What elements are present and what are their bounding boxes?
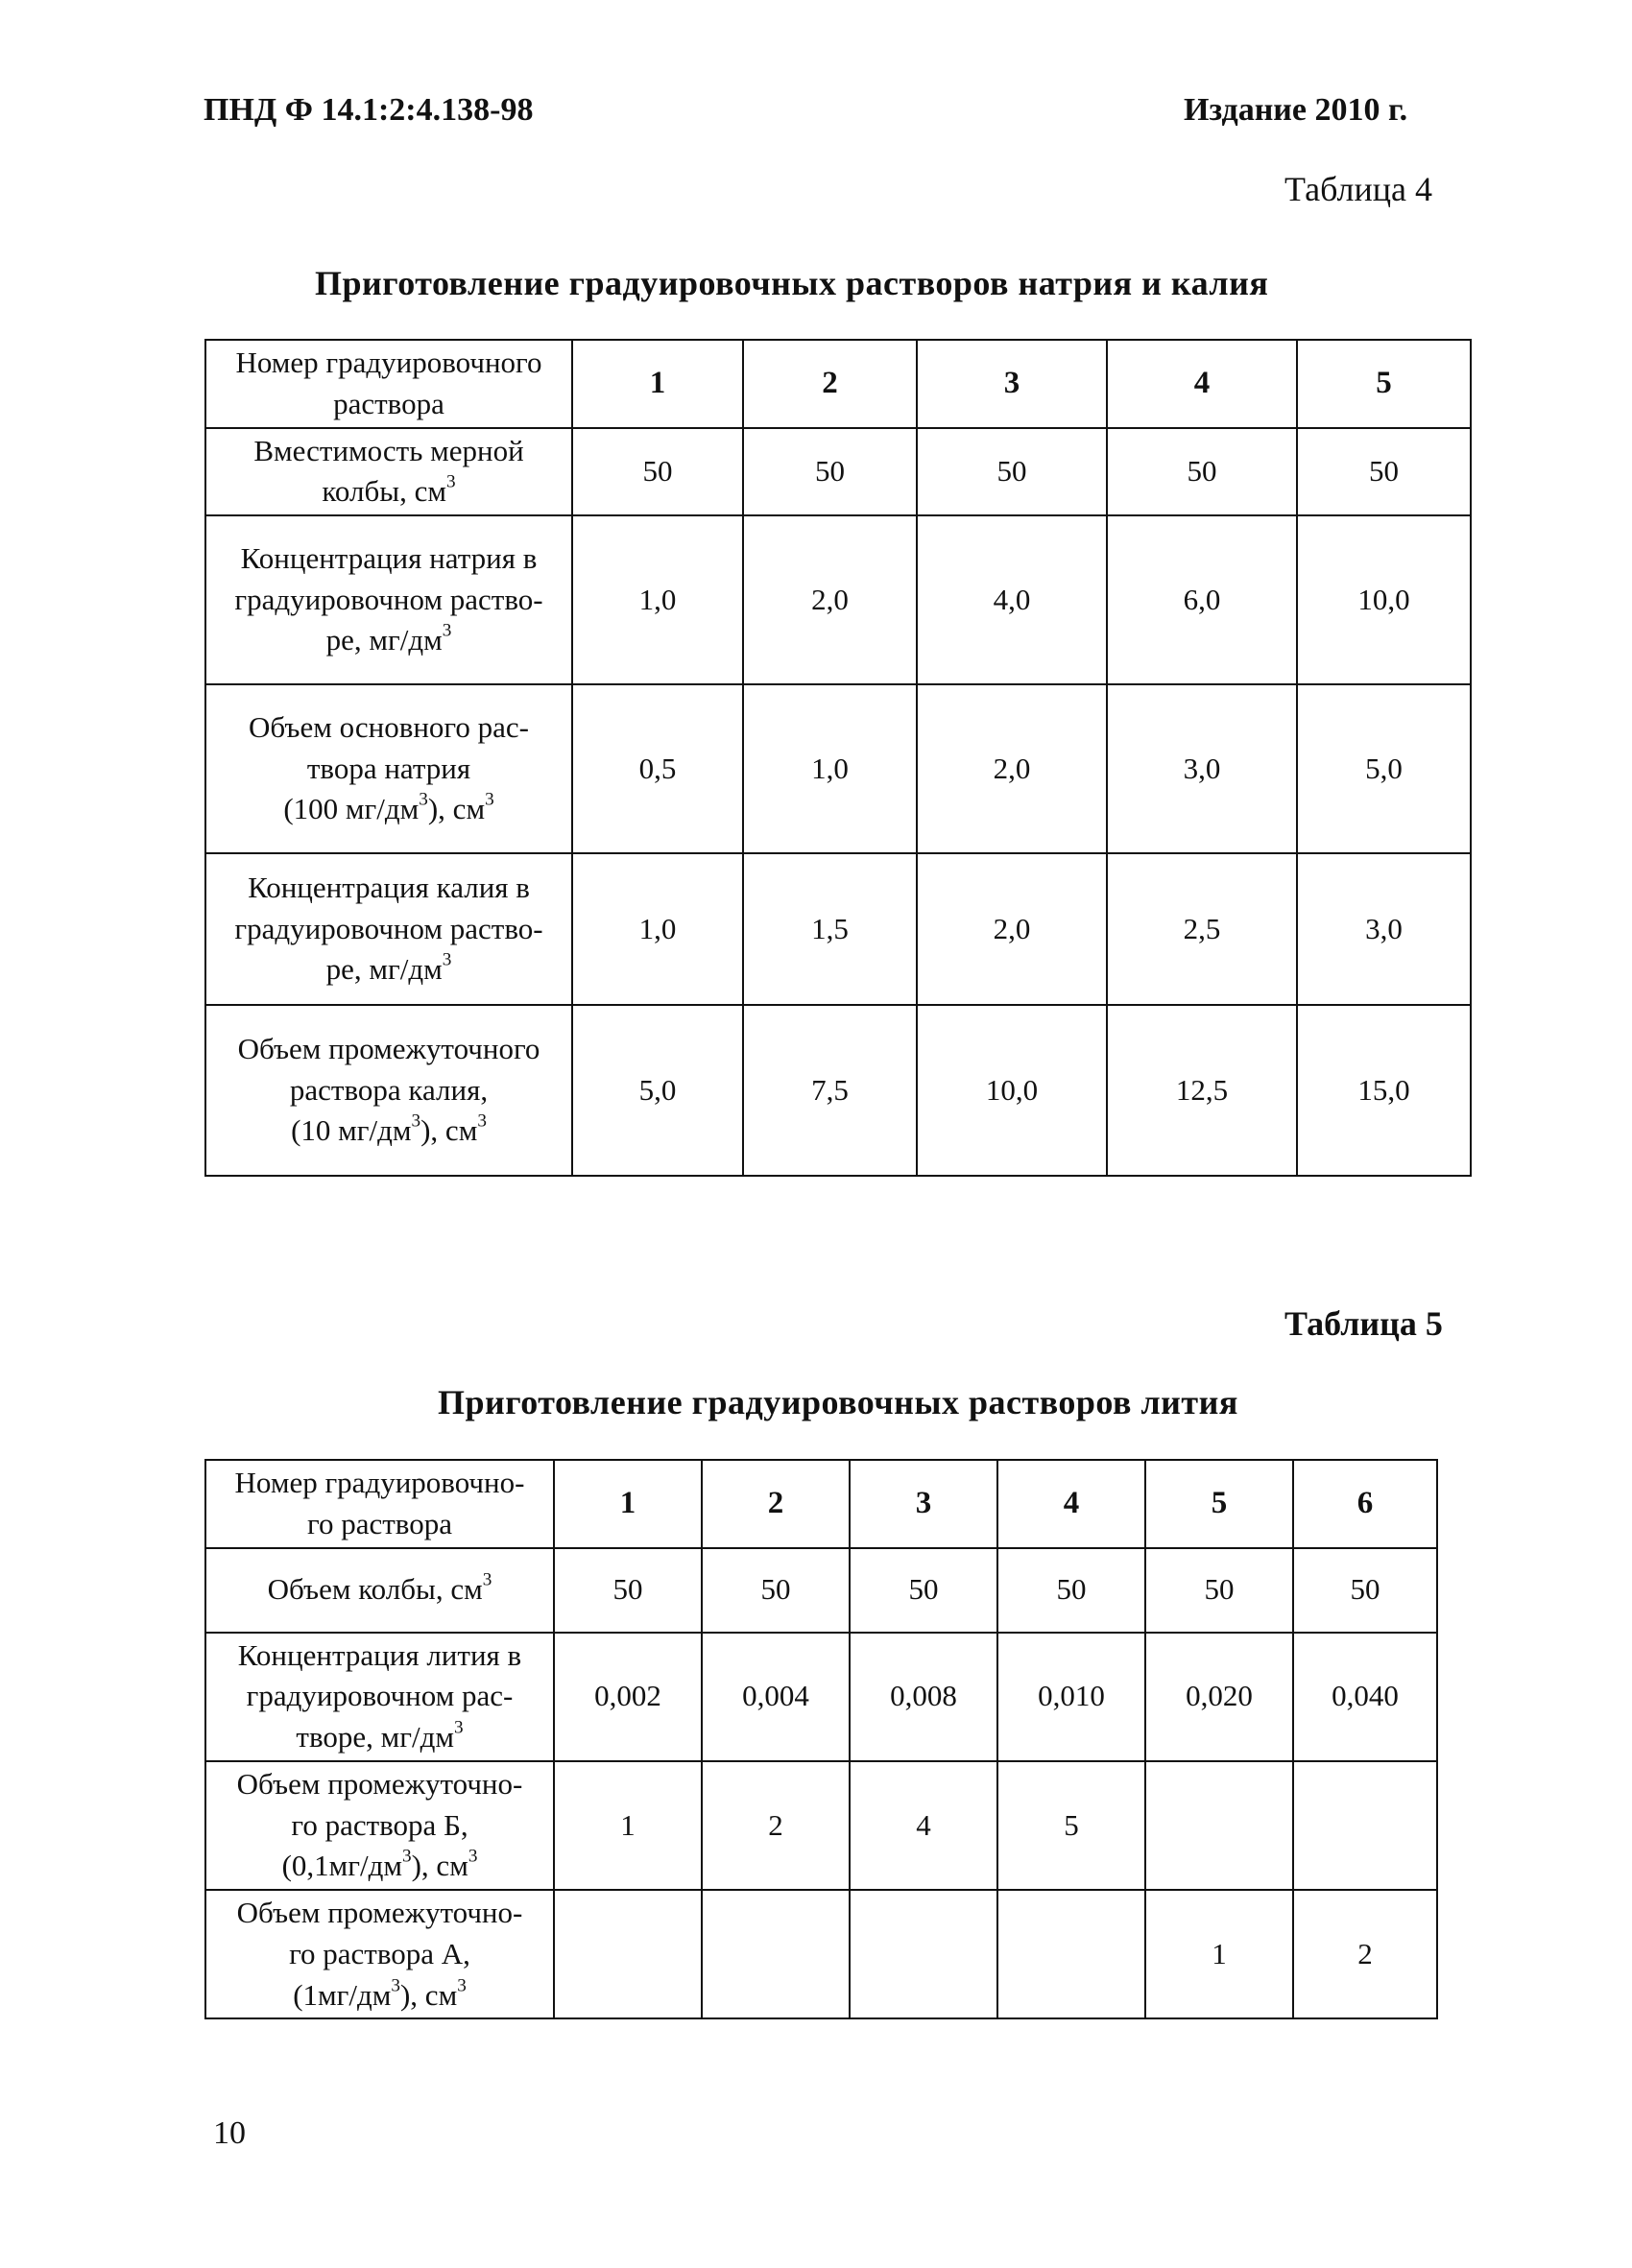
superscript: 3 <box>411 1111 421 1133</box>
table-cell: 2,0 <box>917 684 1107 853</box>
table-cell: 0,002 <box>554 1633 702 1761</box>
table-cell: 12,5 <box>1107 1005 1297 1176</box>
table5-label: Таблица 5 <box>1284 1304 1443 1343</box>
table-cell <box>850 1890 997 2018</box>
table-cell: 0,040 <box>1293 1633 1437 1761</box>
superscript: 3 <box>445 471 456 492</box>
label-text: Вместимость мерной <box>253 433 524 467</box>
table4-label: Таблица 4 <box>1284 170 1432 208</box>
row-label <box>205 1890 554 2018</box>
row-label <box>205 515 572 684</box>
label-text: (0,1мг/дм <box>281 1849 402 1883</box>
label-text: градуировочном рас- <box>246 1679 514 1713</box>
label-text: ), см <box>399 1977 458 2012</box>
table-cell: 1,0 <box>743 684 917 853</box>
label-text: колбы, см <box>322 474 446 509</box>
table-cell: 2 <box>702 1761 850 1890</box>
superscript: 3 <box>482 1569 492 1590</box>
table-cell: 0,020 <box>1145 1633 1293 1761</box>
table-cell: 3 <box>850 1460 997 1548</box>
table-cell: 50 <box>1145 1548 1293 1633</box>
label-text: Объем промежуточно- <box>236 1896 523 1930</box>
table-cell: 6 <box>1293 1460 1437 1548</box>
label-text: ), см <box>411 1849 468 1883</box>
table-cell: 5 <box>1145 1460 1293 1548</box>
row-label <box>205 1548 554 1633</box>
row-label <box>205 1633 554 1761</box>
table-cell: 3,0 <box>1297 853 1471 1005</box>
table-cell: 50 <box>1297 428 1471 516</box>
page-number: 10 <box>213 2115 246 2151</box>
table-row <box>205 684 1471 853</box>
row-label <box>205 428 572 516</box>
superscript: 3 <box>457 1975 467 1996</box>
table-cell: 50 <box>850 1548 997 1633</box>
row-label <box>205 1005 572 1176</box>
label-text: Концентрация натрия в <box>240 540 538 575</box>
table-cell: 5 <box>997 1761 1145 1890</box>
table-cell: 1 <box>572 340 743 428</box>
table-cell <box>702 1890 850 2018</box>
table-cell <box>554 1890 702 2018</box>
label-text: ), см <box>427 792 486 826</box>
table-row <box>205 1460 1437 1548</box>
table-cell: 1,5 <box>743 853 917 1005</box>
label-text: ), см <box>420 1113 478 1148</box>
table-cell: 4,0 <box>917 515 1107 684</box>
table-row <box>205 515 1471 684</box>
label-text: творе, мг/дм <box>296 1720 454 1755</box>
superscript: 3 <box>485 790 494 811</box>
label-text: Номер градуировочного <box>235 346 542 379</box>
label-text: го раствора <box>307 1506 452 1540</box>
table-cell <box>997 1890 1145 2018</box>
superscript: 3 <box>419 790 428 811</box>
label-text: ре, мг/дм <box>325 952 443 987</box>
table-row <box>205 1761 1437 1890</box>
label-text: ре, мг/дм <box>325 623 443 657</box>
table-cell: 50 <box>572 428 743 516</box>
table-cell: 2 <box>1293 1890 1437 2018</box>
row-label <box>205 853 572 1005</box>
superscript: 3 <box>477 1111 487 1133</box>
table-cell: 15,0 <box>1297 1005 1471 1176</box>
table-cell: 5 <box>1297 340 1471 428</box>
table-cell: 0,004 <box>702 1633 850 1761</box>
document-code: ПНД Ф 14.1:2:4.138-98 <box>204 92 534 128</box>
label-text: Концентрация калия в <box>248 870 530 904</box>
row-label <box>205 340 572 428</box>
table-row <box>205 1890 1437 2018</box>
row-label <box>205 1761 554 1890</box>
table-cell: 2 <box>702 1460 850 1548</box>
table-cell: 50 <box>554 1548 702 1633</box>
superscript: 3 <box>453 1717 464 1738</box>
table-cell: 50 <box>917 428 1107 516</box>
table-row <box>205 1633 1437 1761</box>
table-cell: 10,0 <box>917 1005 1107 1176</box>
label-text: (1мг/дм <box>293 1977 392 2012</box>
table-cell: 10,0 <box>1297 515 1471 684</box>
table-row <box>205 1005 1471 1176</box>
superscript: 3 <box>442 621 452 642</box>
label-text: Объем колбы, см <box>267 1572 483 1607</box>
table-row <box>205 428 1471 516</box>
table-cell: 5,0 <box>572 1005 743 1176</box>
table5-title: Приготовление градуировочных растворов лития <box>438 1383 1238 1421</box>
edition-label: Издание 2010 г. <box>1184 92 1408 128</box>
table-cell: 2 <box>743 340 917 428</box>
label-text: Объем основного рас- <box>249 709 529 744</box>
table-cell: 2,5 <box>1107 853 1297 1005</box>
table-cell: 1,0 <box>572 853 743 1005</box>
table-cell: 0,008 <box>850 1633 997 1761</box>
table-cell: 7,5 <box>743 1005 917 1176</box>
superscript: 3 <box>442 950 452 971</box>
table-cell: 0,010 <box>997 1633 1145 1761</box>
table-cell: 2,0 <box>917 853 1107 1005</box>
superscript: 3 <box>402 1846 412 1867</box>
table-cell: 50 <box>997 1548 1145 1633</box>
table-row <box>205 340 1471 428</box>
label-text: Концентрация лития в <box>237 1637 522 1672</box>
label-text: Объем промежуточно- <box>236 1766 523 1801</box>
table-cell: 3,0 <box>1107 684 1297 853</box>
table-row <box>205 1548 1437 1633</box>
table4-title: Приготовление градуировочных растворов натрия и калия <box>315 264 1269 302</box>
label-text: (10 мг/дм <box>291 1113 412 1148</box>
table-row <box>205 853 1471 1005</box>
label-text: раствора <box>333 386 444 420</box>
table-cell: 5,0 <box>1297 684 1471 853</box>
table-cell: 2,0 <box>743 515 917 684</box>
label-text: твора натрия <box>306 751 471 785</box>
row-label <box>205 684 572 853</box>
table-cell: 0,5 <box>572 684 743 853</box>
table-cell: 4 <box>1107 340 1297 428</box>
label-text: градуировочном раство- <box>234 582 543 616</box>
table4-sodium-potassium <box>204 339 1472 1177</box>
table-cell: 1 <box>554 1761 702 1890</box>
table-cell <box>1145 1761 1293 1890</box>
table-cell <box>1293 1761 1437 1890</box>
table-cell: 50 <box>1107 428 1297 516</box>
label-text: градуировочном раство- <box>234 911 543 945</box>
table-cell: 3 <box>917 340 1107 428</box>
table-cell: 6,0 <box>1107 515 1297 684</box>
table-cell: 4 <box>850 1761 997 1890</box>
label-text: раствора калия, <box>289 1072 489 1107</box>
superscript: 3 <box>468 1846 478 1867</box>
label-text: (100 мг/дм <box>283 792 420 826</box>
table-cell: 1,0 <box>572 515 743 684</box>
label-text: Объем промежуточного <box>237 1031 540 1065</box>
label-text: го раствора А, <box>289 1936 470 1970</box>
table-cell: 1 <box>1145 1890 1293 2018</box>
table-cell: 50 <box>743 428 917 516</box>
label-text: го раствора Б, <box>291 1807 468 1842</box>
table-cell: 50 <box>702 1548 850 1633</box>
label-text: Номер градуировочно- <box>234 1466 525 1499</box>
table-cell: 4 <box>997 1460 1145 1548</box>
row-label <box>205 1460 554 1548</box>
table-cell: 50 <box>1293 1548 1437 1633</box>
superscript: 3 <box>391 1975 400 1996</box>
table-cell: 1 <box>554 1460 702 1548</box>
table5-lithium <box>204 1459 1438 2019</box>
